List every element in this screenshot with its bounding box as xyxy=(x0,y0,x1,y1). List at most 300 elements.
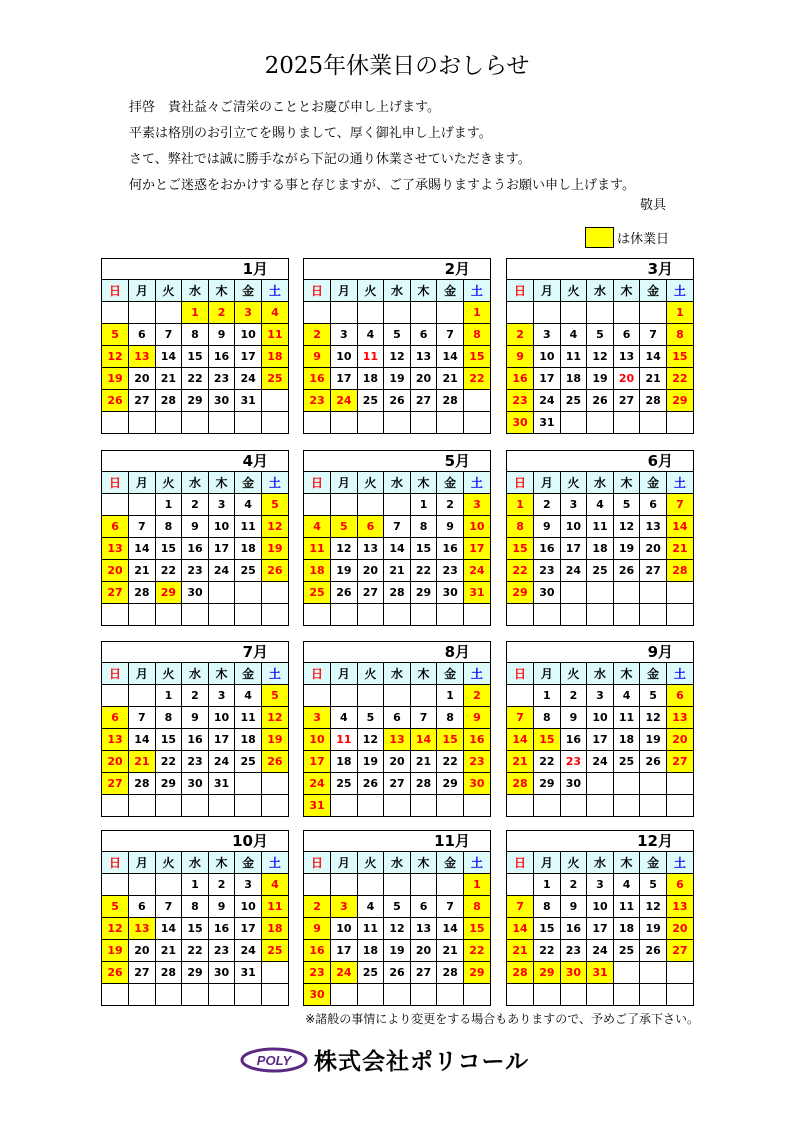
empty-cell xyxy=(304,685,331,707)
day-cell: 30 xyxy=(463,773,490,795)
empty-cell xyxy=(507,302,534,324)
weekday-header: 金 xyxy=(235,663,262,685)
day-cell: 8 xyxy=(182,896,209,918)
weekday-header: 水 xyxy=(587,663,614,685)
day-cell: 9 xyxy=(437,516,464,538)
weekday-header: 木 xyxy=(613,280,640,302)
empty-cell xyxy=(437,412,464,434)
day-cell: 19 xyxy=(640,918,667,940)
day-cell: 24 xyxy=(331,962,358,984)
day-cell: 12 xyxy=(331,538,358,560)
empty-cell xyxy=(208,795,235,817)
month-calendar xyxy=(303,641,491,817)
weekday-header: 土 xyxy=(261,472,288,494)
day-cell: 25 xyxy=(613,940,640,962)
day-cell: 18 xyxy=(304,560,331,582)
day-cell: 14 xyxy=(155,346,182,368)
greeting-line: 平素は格別のお引立てを賜りまして、厚く御礼申し上げます。 xyxy=(129,126,492,141)
day-cell: 9 xyxy=(560,707,587,729)
empty-cell xyxy=(560,604,587,626)
day-cell: 3 xyxy=(534,324,561,346)
day-cell: 13 xyxy=(666,707,693,729)
day-cell: 24 xyxy=(208,560,235,582)
empty-cell xyxy=(640,302,667,324)
weekday-header: 月 xyxy=(129,472,156,494)
day-cell: 19 xyxy=(384,940,411,962)
month-calendar xyxy=(506,830,694,1006)
logo-text: POLY xyxy=(256,1052,292,1068)
month-title: 4月 xyxy=(102,451,288,472)
day-cell: 7 xyxy=(507,707,534,729)
empty-cell xyxy=(613,302,640,324)
weekday-header: 金 xyxy=(640,280,667,302)
day-cell: 10 xyxy=(587,707,614,729)
day-cell: 20 xyxy=(102,560,129,582)
empty-cell xyxy=(102,412,129,434)
day-cell: 18 xyxy=(587,538,614,560)
month-calendar xyxy=(303,258,491,434)
empty-cell xyxy=(304,874,331,896)
day-cell: 27 xyxy=(410,962,437,984)
weekday-header: 水 xyxy=(182,852,209,874)
empty-cell xyxy=(235,984,262,1006)
weekday-header: 日 xyxy=(507,663,534,685)
empty-cell xyxy=(235,604,262,626)
day-cell: 19 xyxy=(102,368,129,390)
day-cell: 26 xyxy=(331,582,358,604)
day-cell: 1 xyxy=(534,874,561,896)
day-cell: 21 xyxy=(666,538,693,560)
empty-cell xyxy=(613,582,640,604)
day-cell: 8 xyxy=(463,896,490,918)
empty-cell xyxy=(534,302,561,324)
empty-cell xyxy=(129,494,156,516)
day-cell: 12 xyxy=(102,918,129,940)
empty-cell xyxy=(261,412,288,434)
weekday-header: 火 xyxy=(560,852,587,874)
day-cell: 8 xyxy=(182,324,209,346)
day-cell: 12 xyxy=(384,918,411,940)
month-calendar xyxy=(506,641,694,817)
day-cell: 23 xyxy=(182,751,209,773)
day-cell: 12 xyxy=(384,346,411,368)
empty-cell xyxy=(560,795,587,817)
day-cell: 16 xyxy=(534,538,561,560)
day-cell: 11 xyxy=(613,896,640,918)
empty-cell xyxy=(357,302,384,324)
month-title: 2月 xyxy=(304,259,490,280)
day-cell: 27 xyxy=(102,773,129,795)
day-cell: 21 xyxy=(640,368,667,390)
empty-cell xyxy=(384,412,411,434)
day-cell: 25 xyxy=(331,773,358,795)
weekday-header: 水 xyxy=(182,280,209,302)
day-cell: 4 xyxy=(587,494,614,516)
day-cell: 20 xyxy=(613,368,640,390)
day-cell: 5 xyxy=(331,516,358,538)
weekday-header: 土 xyxy=(666,472,693,494)
day-cell: 7 xyxy=(507,896,534,918)
closing-text: 敬具 xyxy=(640,198,667,213)
empty-cell xyxy=(613,962,640,984)
empty-cell xyxy=(235,795,262,817)
weekday-header: 金 xyxy=(640,852,667,874)
day-cell: 6 xyxy=(129,324,156,346)
day-cell: 15 xyxy=(507,538,534,560)
day-cell: 21 xyxy=(410,751,437,773)
day-cell: 8 xyxy=(507,516,534,538)
holiday-swatch xyxy=(585,227,614,248)
day-cell: 23 xyxy=(182,560,209,582)
day-cell: 7 xyxy=(640,324,667,346)
empty-cell xyxy=(437,874,464,896)
empty-cell xyxy=(507,984,534,1006)
day-cell: 28 xyxy=(155,390,182,412)
day-cell: 8 xyxy=(437,707,464,729)
legend-label: は休業日 xyxy=(617,232,670,247)
empty-cell xyxy=(129,984,156,1006)
day-cell: 25 xyxy=(261,368,288,390)
day-cell: 3 xyxy=(208,494,235,516)
empty-cell xyxy=(357,494,384,516)
day-cell: 2 xyxy=(208,302,235,324)
day-cell: 26 xyxy=(640,940,667,962)
empty-cell xyxy=(155,604,182,626)
day-cell: 24 xyxy=(463,560,490,582)
day-cell: 12 xyxy=(640,707,667,729)
empty-cell xyxy=(534,604,561,626)
day-cell: 3 xyxy=(331,324,358,346)
empty-cell xyxy=(261,773,288,795)
day-cell: 14 xyxy=(384,538,411,560)
weekday-header: 火 xyxy=(155,852,182,874)
day-cell: 5 xyxy=(640,685,667,707)
day-cell: 27 xyxy=(666,751,693,773)
day-cell: 28 xyxy=(384,582,411,604)
day-cell: 21 xyxy=(507,940,534,962)
day-cell: 30 xyxy=(208,962,235,984)
day-cell: 18 xyxy=(613,729,640,751)
day-cell: 31 xyxy=(463,582,490,604)
empty-cell xyxy=(613,604,640,626)
day-cell: 26 xyxy=(613,560,640,582)
day-cell: 29 xyxy=(155,582,182,604)
day-cell: 13 xyxy=(640,516,667,538)
empty-cell xyxy=(613,795,640,817)
day-cell: 2 xyxy=(304,324,331,346)
day-cell: 7 xyxy=(410,707,437,729)
weekday-header: 月 xyxy=(129,663,156,685)
day-cell: 9 xyxy=(534,516,561,538)
day-cell: 11 xyxy=(331,729,358,751)
weekday-header: 土 xyxy=(463,472,490,494)
empty-cell xyxy=(410,984,437,1006)
month-title: 1月 xyxy=(102,259,288,280)
day-cell: 10 xyxy=(235,896,262,918)
day-cell: 30 xyxy=(182,582,209,604)
day-cell: 18 xyxy=(560,368,587,390)
empty-cell xyxy=(102,494,129,516)
empty-cell xyxy=(182,412,209,434)
weekday-header: 金 xyxy=(437,852,464,874)
day-cell: 27 xyxy=(357,582,384,604)
day-cell: 15 xyxy=(182,918,209,940)
day-cell: 26 xyxy=(102,390,129,412)
day-cell: 10 xyxy=(331,346,358,368)
day-cell: 1 xyxy=(666,302,693,324)
day-cell: 11 xyxy=(261,896,288,918)
weekday-header: 月 xyxy=(534,472,561,494)
day-cell: 18 xyxy=(331,751,358,773)
day-cell: 29 xyxy=(534,962,561,984)
day-cell: 28 xyxy=(666,560,693,582)
day-cell: 22 xyxy=(155,751,182,773)
weekday-header: 日 xyxy=(304,852,331,874)
weekday-header: 金 xyxy=(640,472,667,494)
empty-cell xyxy=(129,874,156,896)
empty-cell xyxy=(357,604,384,626)
empty-cell xyxy=(587,984,614,1006)
day-cell: 8 xyxy=(155,707,182,729)
weekday-header: 水 xyxy=(182,472,209,494)
weekday-header: 月 xyxy=(129,852,156,874)
day-cell: 20 xyxy=(129,940,156,962)
empty-cell xyxy=(437,604,464,626)
empty-cell xyxy=(384,984,411,1006)
weekday-header: 日 xyxy=(507,472,534,494)
weekday-header: 日 xyxy=(304,663,331,685)
empty-cell xyxy=(304,412,331,434)
day-cell: 9 xyxy=(463,707,490,729)
day-cell: 23 xyxy=(208,368,235,390)
weekday-header: 木 xyxy=(410,852,437,874)
day-cell: 9 xyxy=(182,707,209,729)
day-cell: 7 xyxy=(155,896,182,918)
empty-cell xyxy=(463,604,490,626)
day-cell: 3 xyxy=(587,874,614,896)
empty-cell xyxy=(410,685,437,707)
day-cell: 2 xyxy=(304,896,331,918)
weekday-header: 木 xyxy=(613,663,640,685)
day-cell: 23 xyxy=(534,560,561,582)
month-title: 10月 xyxy=(102,831,288,852)
day-cell: 14 xyxy=(666,516,693,538)
day-cell: 25 xyxy=(613,751,640,773)
day-cell: 8 xyxy=(410,516,437,538)
day-cell: 1 xyxy=(410,494,437,516)
day-cell: 25 xyxy=(560,390,587,412)
day-cell: 1 xyxy=(182,302,209,324)
empty-cell xyxy=(534,984,561,1006)
weekday-header: 月 xyxy=(534,280,561,302)
day-cell: 24 xyxy=(235,368,262,390)
day-cell: 13 xyxy=(666,896,693,918)
empty-cell xyxy=(208,412,235,434)
day-cell: 21 xyxy=(155,940,182,962)
day-cell: 17 xyxy=(534,368,561,390)
day-cell: 16 xyxy=(463,729,490,751)
weekday-header: 水 xyxy=(587,472,614,494)
day-cell: 16 xyxy=(182,538,209,560)
empty-cell xyxy=(155,795,182,817)
empty-cell xyxy=(666,773,693,795)
day-cell: 9 xyxy=(560,896,587,918)
weekday-header: 金 xyxy=(235,852,262,874)
day-cell: 20 xyxy=(410,940,437,962)
day-cell: 21 xyxy=(437,940,464,962)
day-cell: 12 xyxy=(261,516,288,538)
empty-cell xyxy=(613,773,640,795)
day-cell: 23 xyxy=(507,390,534,412)
day-cell: 30 xyxy=(534,582,561,604)
weekday-header: 月 xyxy=(534,852,561,874)
weekday-header: 木 xyxy=(208,472,235,494)
weekday-header: 月 xyxy=(331,280,358,302)
day-cell: 20 xyxy=(102,751,129,773)
day-cell: 29 xyxy=(534,773,561,795)
empty-cell xyxy=(357,685,384,707)
day-cell: 15 xyxy=(155,538,182,560)
weekday-header: 火 xyxy=(155,472,182,494)
weekday-header: 土 xyxy=(261,663,288,685)
day-cell: 9 xyxy=(304,346,331,368)
day-cell: 4 xyxy=(235,685,262,707)
day-cell: 6 xyxy=(666,874,693,896)
empty-cell xyxy=(102,685,129,707)
day-cell: 25 xyxy=(304,582,331,604)
day-cell: 5 xyxy=(640,874,667,896)
day-cell: 2 xyxy=(507,324,534,346)
empty-cell xyxy=(208,984,235,1006)
day-cell: 19 xyxy=(613,538,640,560)
weekday-header: 日 xyxy=(102,663,129,685)
day-cell: 1 xyxy=(155,494,182,516)
empty-cell xyxy=(331,412,358,434)
day-cell: 28 xyxy=(640,390,667,412)
month-title: 7月 xyxy=(102,642,288,663)
empty-cell xyxy=(463,984,490,1006)
empty-cell xyxy=(331,984,358,1006)
day-cell: 15 xyxy=(666,346,693,368)
company-name: 株式会社ポリコール xyxy=(314,1049,530,1075)
day-cell: 9 xyxy=(182,516,209,538)
day-cell: 6 xyxy=(102,707,129,729)
empty-cell xyxy=(304,494,331,516)
empty-cell xyxy=(384,604,411,626)
empty-cell xyxy=(507,604,534,626)
day-cell: 8 xyxy=(155,516,182,538)
weekday-header: 月 xyxy=(331,852,358,874)
day-cell: 27 xyxy=(666,940,693,962)
day-cell: 13 xyxy=(129,918,156,940)
empty-cell xyxy=(507,874,534,896)
day-cell: 22 xyxy=(155,560,182,582)
day-cell: 8 xyxy=(534,707,561,729)
day-cell: 22 xyxy=(410,560,437,582)
empty-cell xyxy=(587,773,614,795)
day-cell: 11 xyxy=(357,918,384,940)
day-cell: 2 xyxy=(534,494,561,516)
day-cell: 30 xyxy=(560,773,587,795)
empty-cell xyxy=(331,685,358,707)
day-cell: 10 xyxy=(331,918,358,940)
weekday-header: 月 xyxy=(534,663,561,685)
day-cell: 27 xyxy=(129,962,156,984)
weekday-header: 水 xyxy=(587,280,614,302)
weekday-header: 土 xyxy=(463,663,490,685)
day-cell: 22 xyxy=(463,940,490,962)
day-cell: 27 xyxy=(613,390,640,412)
day-cell: 8 xyxy=(666,324,693,346)
day-cell: 12 xyxy=(357,729,384,751)
day-cell: 13 xyxy=(102,729,129,751)
day-cell: 13 xyxy=(102,538,129,560)
empty-cell xyxy=(129,795,156,817)
day-cell: 5 xyxy=(102,896,129,918)
day-cell: 16 xyxy=(208,918,235,940)
empty-cell xyxy=(507,685,534,707)
weekday-header: 土 xyxy=(666,852,693,874)
day-cell: 18 xyxy=(261,918,288,940)
day-cell: 22 xyxy=(534,940,561,962)
empty-cell xyxy=(463,412,490,434)
day-cell: 10 xyxy=(208,516,235,538)
greeting-text xyxy=(129,98,709,202)
weekday-header: 火 xyxy=(155,280,182,302)
day-cell: 17 xyxy=(235,918,262,940)
day-cell: 7 xyxy=(437,324,464,346)
empty-cell xyxy=(666,984,693,1006)
day-cell: 4 xyxy=(357,896,384,918)
greeting-line: 何かとご迷惑をおかけする事と存じますが、ご了承賜りますようお願い申し上げます。 xyxy=(129,178,635,193)
empty-cell xyxy=(640,412,667,434)
day-cell: 16 xyxy=(437,538,464,560)
day-cell: 3 xyxy=(587,685,614,707)
empty-cell xyxy=(384,494,411,516)
day-cell: 29 xyxy=(155,773,182,795)
day-cell: 11 xyxy=(235,516,262,538)
empty-cell xyxy=(410,412,437,434)
day-cell: 21 xyxy=(129,751,156,773)
day-cell: 26 xyxy=(587,390,614,412)
empty-cell xyxy=(560,582,587,604)
day-cell: 26 xyxy=(384,390,411,412)
day-cell: 20 xyxy=(410,368,437,390)
day-cell: 5 xyxy=(102,324,129,346)
weekday-header: 日 xyxy=(304,472,331,494)
month-calendar xyxy=(506,450,694,626)
day-cell: 30 xyxy=(560,962,587,984)
day-cell: 31 xyxy=(235,390,262,412)
month-title: 9月 xyxy=(507,642,693,663)
month-calendar xyxy=(101,450,289,626)
day-cell: 23 xyxy=(304,390,331,412)
day-cell: 12 xyxy=(261,707,288,729)
day-cell: 14 xyxy=(410,729,437,751)
empty-cell xyxy=(507,795,534,817)
empty-cell xyxy=(560,302,587,324)
day-cell: 20 xyxy=(640,538,667,560)
day-cell: 17 xyxy=(208,729,235,751)
day-cell: 26 xyxy=(261,560,288,582)
day-cell: 18 xyxy=(357,940,384,962)
weekday-header: 金 xyxy=(437,280,464,302)
day-cell: 20 xyxy=(129,368,156,390)
empty-cell xyxy=(410,795,437,817)
day-cell: 31 xyxy=(534,412,561,434)
day-cell: 17 xyxy=(331,368,358,390)
day-cell: 13 xyxy=(357,538,384,560)
